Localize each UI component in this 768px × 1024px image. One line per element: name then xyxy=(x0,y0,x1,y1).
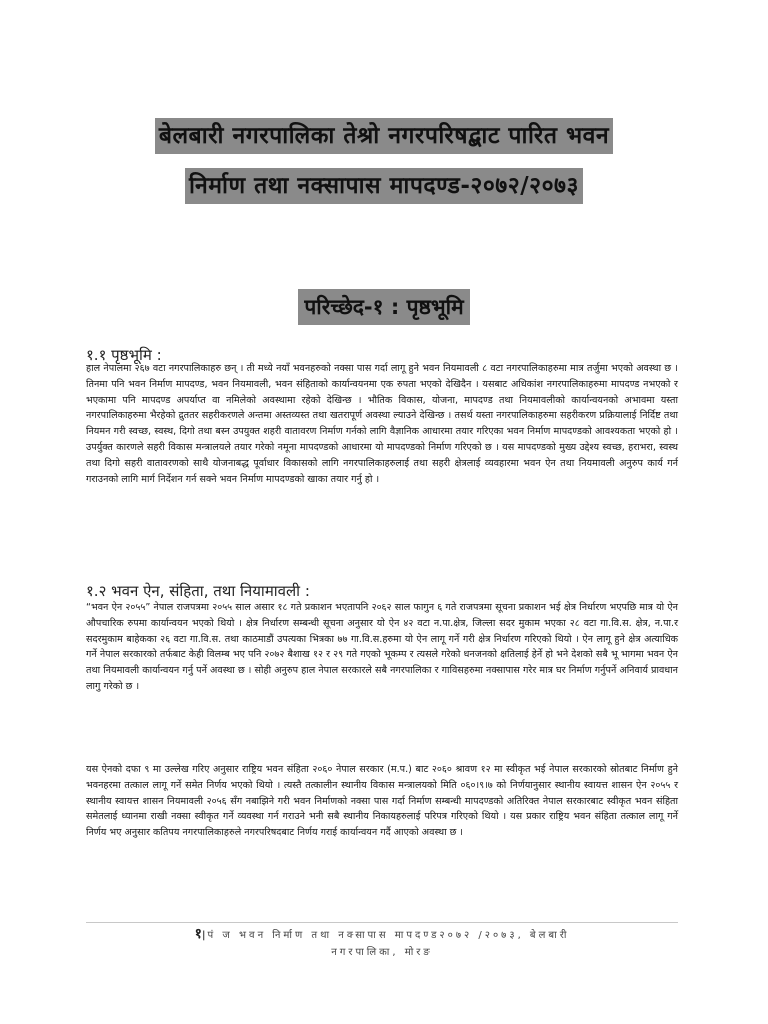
footer-line-2: नगरपालिका, मोरङ xyxy=(331,947,433,958)
page-number: १ xyxy=(194,926,202,942)
section-heading-building-act: १.२ भवन ऐन, संहिता, तथा नियामावली : xyxy=(86,582,310,600)
title-line-2: निर्माण तथा नक्सापास मापदण्ड-२०७२/२०७३ xyxy=(185,168,583,204)
paragraph-building-code: यस ऐनको दफा ९ मा उल्लेख गरिए अनुसार राष्ट्रिय भवन संहिता २०६० नेपाल सरकार (म.प.) बाट २०६० श्रावण १२ मा स्वीकृत भई नेपाल सरकारको स्रोतबाट निर्माण हुने भवनहरमा तत्काल लागू गर्ने समेत निर्णय भएको थियो । त्यस्तै तत्कालीन स्थानीय विकास मन्त्रालयको मिति ०६०।९।७ को निर्णयानुसार स्थानीय स्वायत्त शासन ऐन २०५५ र स्थानीय स्वायत्त शासन नियमावली २०५६ सँग नबाझिने गरी भवन निर्माणको नक्सा पास गर्दा निर्माण सम्बन्धी मापदण्डको अतिरिक्त नेपाल सरकारबाट स्वीकृत भवन संहिता समेतलाई ध्यानमा राखी नक्सा स्वीकृत गर्ने व्यवस्था गर्न गराउने भनी सबै स्थानीय निकायहरुलाई परिपत्र गरिएको थियो । यस प्रकार राष्ट्रिय भवन संहिता तत्काल लागू गर्ने निर्णय भए अनुसार कतिपय नगरपालिकाहरुले नगरपरिषदबाट निर्णय गराई कार्यान्वयन गर्दै आएको अवस्था छ । xyxy=(86,764,679,839)
document-title xyxy=(0,118,768,204)
title-line-1: बेलबारी नगरपालिका तेश्रो नगरपरिषद्बाट पारित भवन xyxy=(155,118,613,154)
paragraph-background: हाल नेपालमा २६७ वटा नगरपालिकाहरु छन् । ती मध्ये नयाँ भवनहरुको नक्सा पास गर्दा लागू हुने भवन नियमावली ८ वटा नगरपालिकाहरुमा मात्र तर्जुमा भएको अवस्था छ । तिनमा पनि भवन निर्माण मापदण्ड, भवन नियमावली, भवन संहिताको कार्यान्वयनमा एक रुपता भएको देखिदैन । यसबाट अधिकांश नगरपालिकाहरुमा मापदण्ड नभएको र भएकामा पनि मापदण्ड अपर्याप्त वा नमिलेको अवस्थामा रहेको देखिन्छ । भौतिक विकास, योजना, मापदण्ड तथा नियमावलीको कार्यान्वयनको अभावमा यस्ता नगरपालिकाहरुमा भैरहेको द्रुततर सहरीकरणले अन्तमा अस्तव्यस्त तथा खतरापूर्ण अवस्था ल्याउने देखिन्छ । तसर्थ यस्ता नगरपालिकाहरुमा सहरीकरण प्रक्रियालाई निर्दिष्ट तथा नियमन गरी स्वच्छ, स्वस्थ, दिगो तथा बस्न उपयुक्त शहरी वातावरण निर्माण गर्नको लागि वैज्ञानिक आधारमा तयार गरिएका भवन निर्माण मापदण्डको आवश्यकता भएको हो । उपर्युक्त कारणले सहरी विकास मन्त्रालयले तयार गरेको नमूना मापदण्डको आधारमा यो मापदण्डको निर्माण गरिएको छ । यस मापदण्डको मुख्य उद्देश्य स्वच्छ, हराभरा, स्वस्थ तथा दिगो सहरी वातावरणको साथै योजनाबद्ध पूर्वाधार विकासको लागि नगरपालिकाहरुलाई तथा सहरी क्षेत्रलाई व्यवहारमा भवन ऐन तथा नियमावली अनुरुप कार्य गर्न गराउनको लागि मार्ग निर्देशन गर्न सक्ने भवन निर्माण मापदण्डको खाका तयार गर्नु हो । xyxy=(86,363,678,485)
footer-divider xyxy=(86,922,678,923)
footer-line-1: पं ज भवन निर्माण तथा नक्सापास मापदण्ड२०७२ /२०७३, बेलबारी xyxy=(207,930,570,941)
chapter-heading-block xyxy=(0,289,768,325)
chapter-heading: परिच्छेद-१ : पृष्ठभूमि xyxy=(298,289,469,325)
footer-separator: | xyxy=(201,930,206,941)
section-heading-background: १.१ पृष्ठभूमि : xyxy=(86,346,162,364)
page-footer xyxy=(86,926,678,961)
paragraph-building-act: “भवन ऐन २०५५” नेपाल राजपत्रमा २०५५ साल असार १८ गते प्रकाशन भएतापनि २०६२ साल फागुन ६ गते राजपत्रमा सूचना प्रकाशन भई क्षेत्र निर्धारण भएपछि मात्र यो ऐन औपचारिक रुपमा कार्यान्वयन भएको थियो । क्षेत्र निर्धारण सम्बन्धी सूचना अनुसार यो ऐन ४२ वटा न.पा.क्षेत्र, जिल्ला सदर मुकाम भएका २८ वटा गा.वि.स. क्षेत्र, न.पा.र सदरमुकाम बाहेकका २६ वटा गा.वि.स. तथा काठमाडौं उपत्यका भित्रका ७७ गा.वि.स.हरुमा यो ऐन लागू गर्ने गरी क्षेत्र निर्धारण गरिएको थियो । ऐन लागू हुने क्षेत्र अत्याधिक गर्ने नेपाल सरकारको तर्फबाट केही विलम्ब भए पनि २०७२ बैशाख १२ र २९ गते गएको भूकम्प र त्यसले गरेको धनजनको क्षतिलाई हेर्ने हो भने देशको सबै भू भागमा भवन ऐन तथा नियमावली कार्यान्वयन गर्नु पर्ने अवस्था छ । सोही अनुरुप हाल नेपाल सरकारले सबै नगरपालिका र गाविसहरुमा नक्सापास गरेर मात्र घर निर्माण गर्नुपर्ने अनिवार्य प्रावधान लागु गरेको छ । xyxy=(86,602,678,692)
